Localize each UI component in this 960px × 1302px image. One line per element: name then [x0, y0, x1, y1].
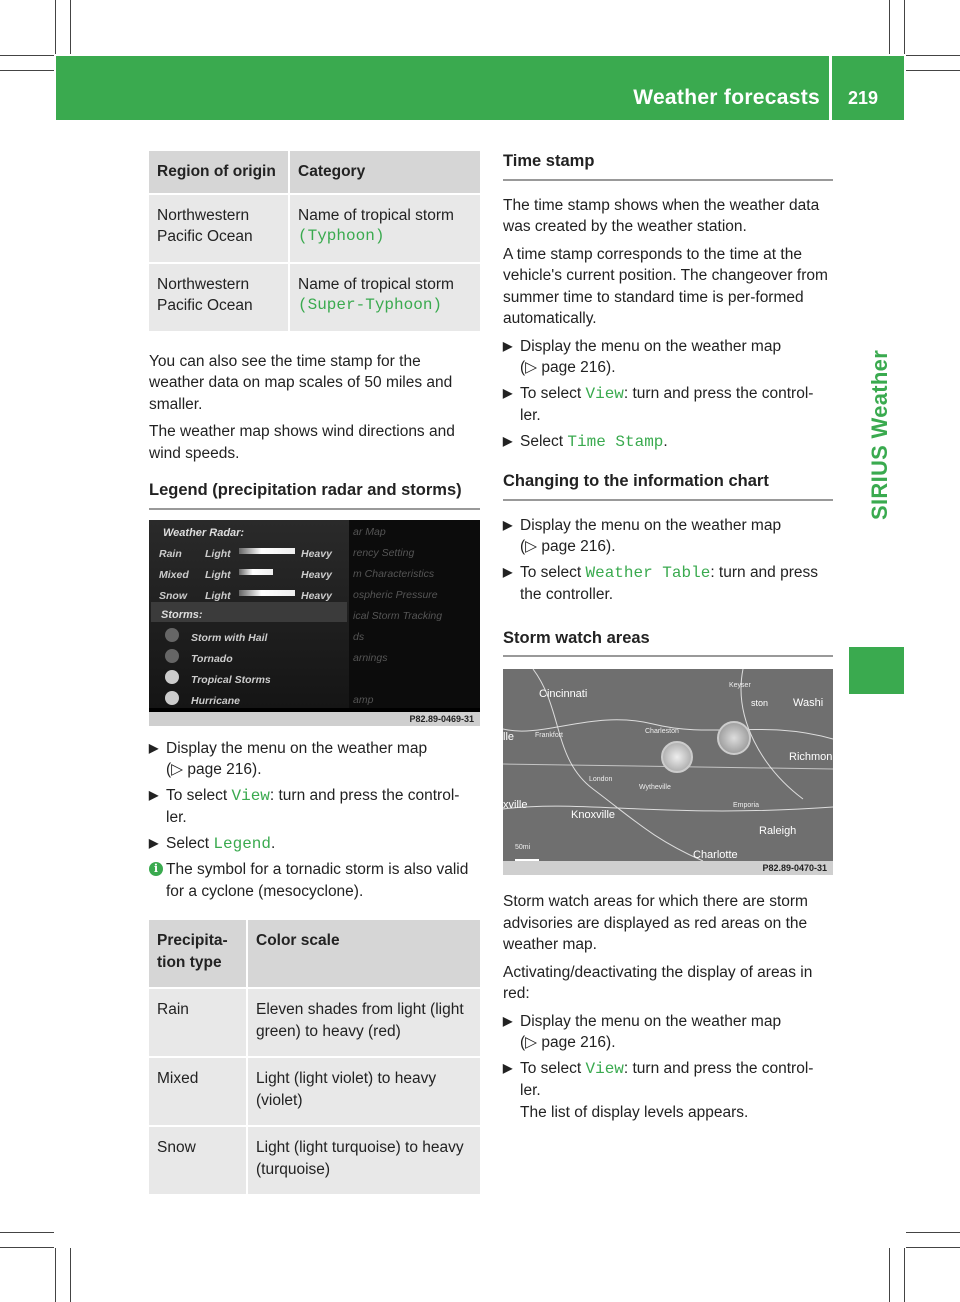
- image-code: P82.89-0470-31: [503, 861, 833, 875]
- section-heading: Time stamp: [503, 151, 833, 181]
- menu-item: rency Setting: [353, 546, 415, 559]
- legend-screenshot: [149, 520, 480, 726]
- city-label: Cincinnati: [539, 688, 588, 700]
- page-title: Weather forecasts: [633, 86, 820, 109]
- table-header: Precipita-tion type: [149, 920, 247, 988]
- menu-item: amp: [353, 693, 374, 706]
- table-cell: [289, 263, 480, 331]
- crop-mark: [70, 0, 71, 54]
- instruction-step: [149, 833, 480, 856]
- map-scale: [515, 837, 539, 861]
- legend-panel: [149, 520, 349, 708]
- arrow-icon: ▶: [503, 1013, 513, 1028]
- step-text: Display the menu on the weather map: [520, 1012, 782, 1030]
- storm-category-table: [149, 151, 480, 331]
- section-heading: Legend (precipitation radar and storms): [149, 480, 480, 510]
- menu-option: Time Stamp: [567, 432, 664, 451]
- precipitation-table: [149, 920, 480, 1194]
- city-label: xville: [503, 799, 528, 811]
- table-cell: Snow: [149, 1126, 247, 1194]
- menu-item: ospheric Pressure: [353, 588, 438, 601]
- table-header: Region of origin: [149, 151, 289, 194]
- instruction-step: [149, 738, 480, 781]
- section-side-block: [849, 647, 904, 694]
- table-row: [149, 1126, 480, 1194]
- step-text: : turn and press the control-ler.: [166, 786, 460, 826]
- category-code: (Typhoon): [298, 227, 385, 245]
- step-text: To select: [520, 1059, 586, 1077]
- menu-option: View: [585, 384, 624, 403]
- crop-mark: [0, 1247, 54, 1248]
- storm-row: [159, 647, 343, 665]
- page-number: 219: [847, 88, 878, 108]
- crop-mark: [906, 70, 960, 71]
- hail-icon: [165, 628, 179, 642]
- instruction-step: [503, 1011, 833, 1054]
- intensity-scale: [239, 569, 273, 575]
- radar-title: Weather Radar:: [163, 526, 245, 539]
- instruction-step: [149, 785, 480, 829]
- paragraph: Storm watch areas for which there are storm advisories are displayed as red areas on the weather map.: [503, 893, 808, 953]
- step-text: Display the menu on the weather map: [520, 337, 782, 355]
- background-menu: [349, 520, 480, 708]
- hurricane-icon: [165, 691, 179, 705]
- arrow-icon: ▶: [503, 385, 513, 400]
- storm-label: Tornado: [191, 652, 233, 665]
- step-text: : turn and press the controller.: [520, 563, 819, 603]
- crop-mark: [70, 1248, 71, 1302]
- intensity-scale: [239, 590, 295, 596]
- paragraph: A time stamp corresponds to the time at the vehicle's current position. The changeover from summer time to standard time is per-formed automatically.: [503, 245, 828, 327]
- section-heading: Changing to the information chart: [503, 471, 833, 501]
- city-label: Keyser: [729, 682, 751, 689]
- menu-item: ar Map: [353, 525, 386, 538]
- page-reference: (▷ page 216).: [520, 359, 616, 376]
- city-label: Emporia: [733, 802, 760, 809]
- step-text: To select: [520, 563, 586, 581]
- step-text: Display the menu on the weather map: [166, 739, 428, 757]
- legend-row-name: Rain: [159, 547, 182, 560]
- table-row: [149, 1057, 480, 1126]
- arrow-icon: ▶: [503, 517, 513, 532]
- storm-watch-area: [717, 721, 751, 755]
- storm-label: Tropical Storms: [191, 673, 271, 686]
- menu-option: Legend: [213, 834, 271, 853]
- table-cell: Light (light turquoise) to heavy (turquoise): [247, 1126, 480, 1194]
- table-cell: Northwestern Pacific Ocean: [149, 194, 289, 263]
- section-side-label: SIRIUS Weather: [867, 349, 892, 520]
- crop-mark: [889, 1248, 890, 1302]
- legend-row: [159, 563, 343, 581]
- crop-mark: [0, 70, 54, 71]
- city-label: Wytheville: [639, 784, 671, 791]
- legend-row-from: Light: [205, 589, 231, 602]
- legend-row: [159, 584, 343, 602]
- header-divider: [829, 56, 832, 120]
- paragraph: The time stamp shows when the weather data was created by the weather station.: [503, 196, 820, 235]
- city-label: Charleston: [645, 728, 679, 735]
- legend-row-from: Light: [205, 547, 231, 560]
- menu-item: ical Storm Tracking: [353, 609, 443, 622]
- city-label: Frankfort: [535, 732, 564, 739]
- arrow-icon: ▶: [503, 433, 513, 448]
- menu-item: ds: [353, 630, 365, 643]
- image-code: P82.89-0469-31: [149, 712, 480, 726]
- map-scale-label: 50mi: [515, 844, 531, 851]
- step-text: : turn and press the control-ler.: [520, 1059, 814, 1099]
- section-side-tab: [849, 120, 904, 647]
- arrow-icon: ▶: [503, 1060, 513, 1075]
- instruction-step: [503, 515, 833, 558]
- step-text: To select: [166, 786, 232, 804]
- legend-row-to: Heavy: [301, 568, 332, 581]
- legend-row-name: Snow: [159, 589, 187, 602]
- storm-row: [159, 626, 343, 644]
- step-result: The list of display levels appears.: [520, 1103, 749, 1121]
- category-code: (Super-Typhoon): [298, 296, 443, 314]
- intensity-scale: [239, 548, 295, 554]
- menu-option: View: [231, 786, 270, 805]
- instruction-step: [503, 336, 833, 379]
- crop-mark: [904, 1248, 905, 1302]
- tropical-storm-icon: [165, 670, 179, 684]
- table-cell: Eleven shades from light (light green) to heavy (red): [247, 988, 480, 1057]
- step-text: Display the menu on the weather map: [520, 516, 782, 534]
- table-header: Color scale: [247, 920, 480, 988]
- table-cell: Mixed: [149, 1057, 247, 1126]
- page-reference: (▷ page 216).: [520, 538, 616, 555]
- step-text: Select: [520, 432, 568, 450]
- crop-mark: [906, 1247, 960, 1248]
- city-label: lle: [503, 731, 515, 743]
- table-row: [149, 988, 480, 1057]
- crop-mark: [55, 1248, 56, 1302]
- page-reference: (▷ page 216).: [166, 761, 262, 778]
- category-text: Name of tropical storm: [298, 275, 454, 293]
- city-label: Richmon: [789, 751, 833, 763]
- legend-row-name: Mixed: [159, 568, 189, 581]
- storm-label: Hurricane: [191, 694, 241, 707]
- crop-mark: [906, 1232, 960, 1233]
- menu-option: View: [585, 1059, 624, 1078]
- crop-mark: [904, 0, 905, 54]
- right-column: [503, 151, 833, 1127]
- tornado-icon: [165, 649, 179, 663]
- menu-item: arnings: [353, 651, 388, 664]
- page-header: [56, 56, 904, 120]
- paragraph: The weather map shows wind directions and wind speeds.: [149, 423, 455, 462]
- info-icon: i: [149, 862, 163, 876]
- info-note: [149, 859, 480, 902]
- city-label: London: [589, 776, 613, 783]
- instruction-step: [503, 1058, 833, 1124]
- paragraph: Activating/deactivating the display of areas in red:: [503, 963, 813, 1002]
- storm-watch-area: [661, 741, 693, 773]
- arrow-icon: ▶: [149, 835, 159, 850]
- page-reference: (▷ page 216).: [520, 1034, 616, 1051]
- left-column: [149, 151, 480, 1194]
- crop-mark: [0, 1232, 54, 1233]
- city-label: Washi: [793, 697, 824, 709]
- table-row: [149, 263, 480, 331]
- section-heading: Storm watch areas: [503, 628, 833, 658]
- city-label: Raleigh: [759, 825, 797, 837]
- table-row: [149, 194, 480, 263]
- storm-row: [159, 689, 343, 707]
- step-text: .: [271, 834, 276, 852]
- storm-row: [159, 668, 343, 686]
- storm-map-screenshot: [503, 669, 833, 875]
- arrow-icon: ▶: [503, 338, 513, 353]
- table-cell: Rain: [149, 988, 247, 1057]
- menu-option: Weather Table: [585, 563, 711, 582]
- step-text: .: [663, 432, 668, 450]
- menu-item: m Characteristics: [353, 567, 435, 580]
- step-text: : turn and press the control-ler.: [520, 384, 814, 424]
- storm-label: Storm with Hail: [191, 631, 268, 644]
- arrow-icon: ▶: [149, 787, 159, 802]
- legend-row-to: Heavy: [301, 589, 332, 602]
- city-label: Knoxville: [571, 809, 616, 821]
- table-header: Category: [289, 151, 480, 194]
- legend-row: [159, 542, 343, 560]
- storms-title: Storms:: [161, 608, 203, 621]
- crop-mark: [55, 0, 56, 54]
- instruction-step: [503, 383, 833, 427]
- paragraph: You can also see the time stamp for the weather data on map scales of 50 miles and smaller.: [149, 352, 453, 413]
- info-text: The symbol for a tornadic storm is also valid for a cyclone (mesocyclone).: [166, 861, 469, 900]
- table-cell: Northwestern Pacific Ocean: [149, 263, 289, 331]
- step-text: To select: [520, 384, 586, 402]
- storms-header: [151, 602, 347, 622]
- crop-mark: [906, 55, 960, 56]
- arrow-icon: ▶: [149, 740, 159, 755]
- crop-mark: [889, 0, 890, 54]
- legend-row-to: Heavy: [301, 547, 332, 560]
- table-cell: [289, 194, 480, 263]
- legend-row-from: Light: [205, 568, 231, 581]
- city-label: ston: [751, 698, 769, 708]
- instruction-step: [503, 431, 833, 454]
- step-text: Select: [166, 834, 214, 852]
- weather-map: [503, 669, 833, 861]
- city-label: Charlotte: [693, 849, 738, 861]
- table-cell: Light (light violet) to heavy (violet): [247, 1057, 480, 1126]
- category-text: Name of tropical storm: [298, 206, 454, 224]
- arrow-icon: ▶: [503, 564, 513, 579]
- crop-mark: [0, 55, 54, 56]
- instruction-step: [503, 562, 833, 606]
